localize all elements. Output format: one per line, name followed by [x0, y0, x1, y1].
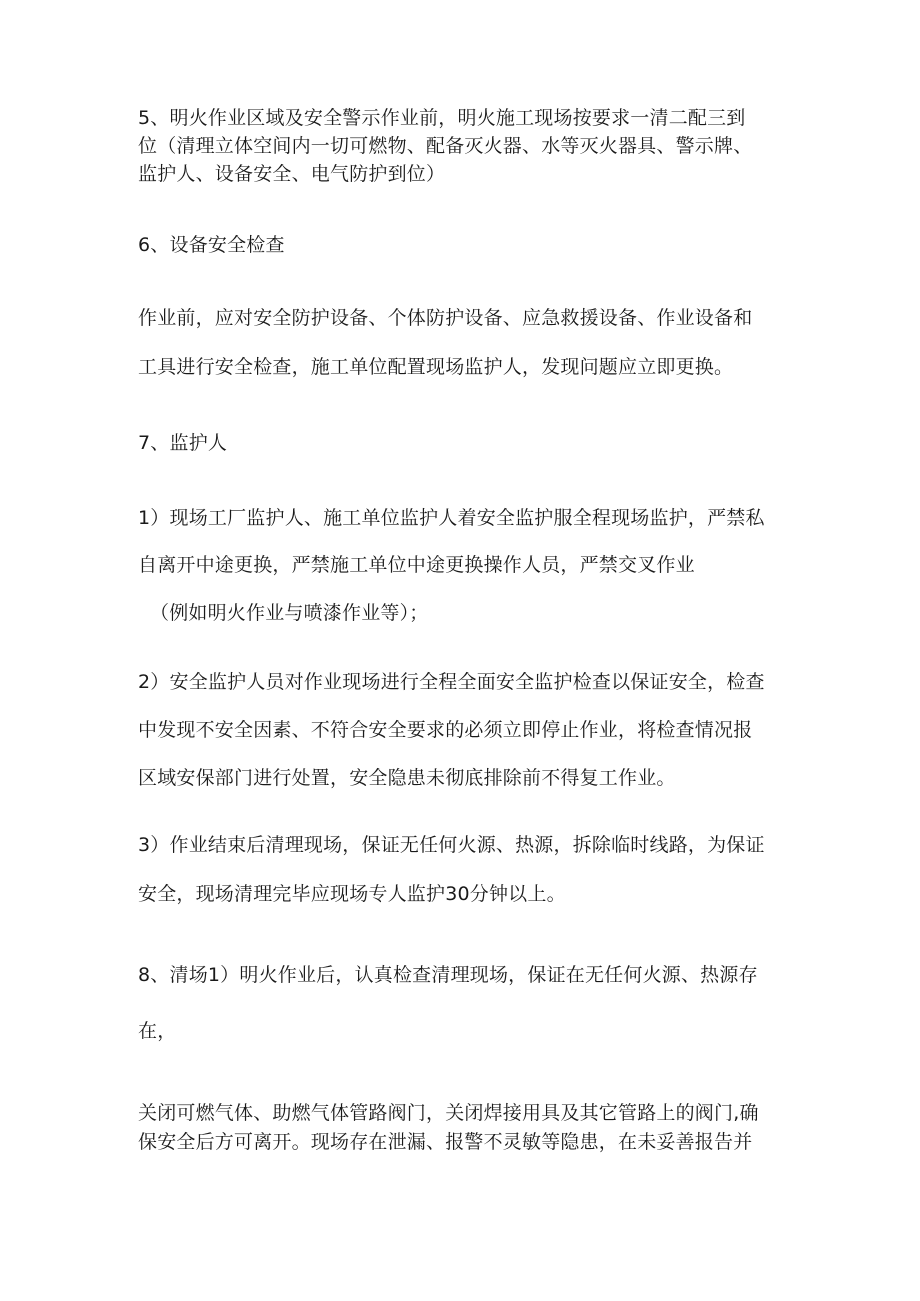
section-8-line-2: 在，	[138, 1020, 177, 1042]
section-7-item-1-line-3: （例如明火作业与喷漆作业等）；	[150, 602, 429, 624]
section-6-line-1: 作业前，应对安全防护设备、个体防护设备、应急救援设备、作业设备和	[138, 307, 753, 329]
section-7-item-2-line-3: 区域安保部门进行处置，安全隐患未彻底排除前不得复工作业。	[138, 767, 676, 789]
section-7-item-2-line-1: 2）安全监护人员对作业现场进行全程全面安全监护检查以保证安全，检查	[138, 671, 765, 693]
section-7-item-1-line-2: 自离开中途更换，严禁施工单位中途更换操作人员，严禁交叉作业	[138, 554, 695, 576]
section-6-line-2: 工具进行安全检查，施工单位配置现场监护人，发现问题应立即更换。	[138, 356, 734, 378]
section-7-item-3-line-1: 3）作业结束后清理现场，保证无任何火源、热源，拆除临时线路，为保证	[138, 834, 765, 856]
section-6-heading: 6、设备安全检查	[138, 234, 285, 256]
section-7-item-2-line-2: 中发现不安全因素、不符合安全要求的必须立即停止作业，将检查情况报	[138, 719, 753, 741]
section-7-item-3-line-2: 安全，现场清理完毕应现场专人监护30分钟以上。	[138, 883, 566, 905]
section-8-line-1: 8、清场1）明火作业后，认真检查清理现场，保证在无任何火源、热源存	[138, 964, 758, 986]
section-8-line-3: 关闭可燃气体、助燃气体管路阀门，关闭焊接用具及其它管路上的阀门,确	[138, 1102, 759, 1124]
section-5-line-3: 监护人、设备安全、电气防护到位）	[138, 163, 446, 185]
section-5-line-2: 位（清理立体空间内一切可燃物、配备灭火器、水等灭火器具、警示牌、	[138, 135, 753, 157]
section-8-line-4: 保安全后方可离开。现场存在泄漏、报警不灵敏等隐患，在未妥善报告并	[138, 1131, 753, 1153]
section-7-item-1-line-1: 1）现场工厂监护人、施工单位监护人着安全监护服全程现场监护，严禁私	[138, 507, 765, 529]
section-7-heading: 7、监护人	[138, 432, 228, 454]
section-5-line-1: 5、明火作业区域及安全警示作业前，明火施工现场按要求一清二配三到	[138, 107, 746, 129]
